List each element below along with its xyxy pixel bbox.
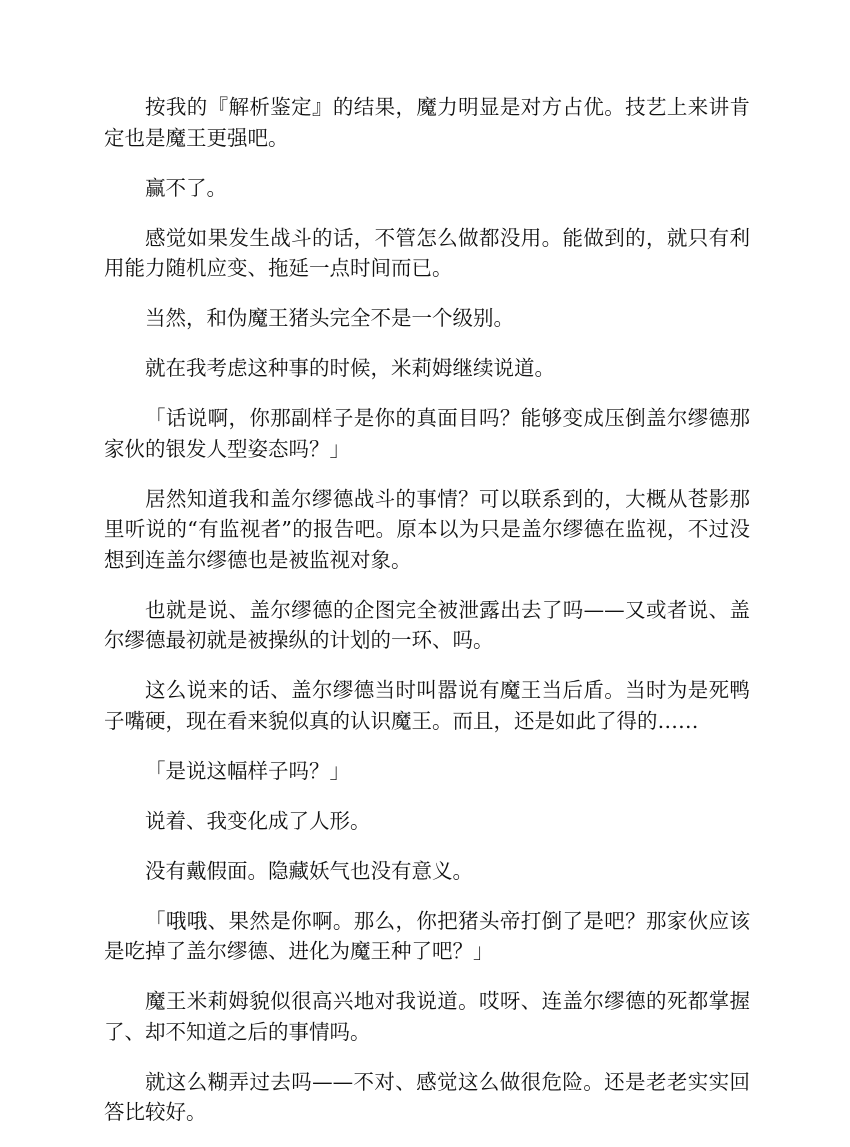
paragraph-14: 魔王米莉姆貌似很高兴地对我说道。哎呀、连盖尔缪德的死都掌握了、却不知道之后的事情吗。 xyxy=(104,989,750,1044)
paragraph-1: 按我的『解析鉴定』的结果，魔力明显是对方占优。技艺上来讲肯定也是魔王更强吧。 xyxy=(104,95,750,150)
paragraph-12: 没有戴假面。隐藏妖气也没有意义。 xyxy=(145,858,473,883)
paragraph-6: 「话说啊，你那副样子是你的真面目吗？能够变成压倒盖尔缪德那家伙的银发人型姿态吗？」 xyxy=(104,406,750,461)
paragraph-8: 也就是说、盖尔缪德的企图完全被泄露出去了吗——又或者说、盖尔缪德最初就是被操纵的计划的一环、吗。 xyxy=(104,597,750,652)
paragraph-15: 就这么糊弄过去吗——不对、感觉这么做很危险。还是老老实实回答比较好。 xyxy=(104,1069,750,1124)
paragraph-4: 当然，和伪魔王猪头完全不是一个级别。 xyxy=(145,306,514,330)
paragraph-3: 感觉如果发生战斗的话，不管怎么做都没用。能做到的，就只有利用能力随机应变、拖延一点时间而已。 xyxy=(104,225,750,280)
text-body xyxy=(104,92,750,1147)
paragraph-9: 这么说来的话、盖尔缪德当时叫嚣说有魔王当后盾。当时为是死鸭子嘴硬，现在看来貌似真的认识魔王。而且，还是如此了得的…… xyxy=(104,678,750,733)
paragraph-5: 就在我考虑这种事的时候，米莉姆继续说道。 xyxy=(145,356,555,380)
paragraph-11: 说着、我变化成了人形。 xyxy=(145,808,371,833)
paragraph-13: 「哦哦、果然是你啊。那么，你把猪头帝打倒了是吧？那家伙应该是吃掉了盖尔缪德、进化为魔王种了吧？」 xyxy=(104,908,750,963)
paragraph-7: 居然知道我和盖尔缪德战斗的事情？可以联系到的，大概从苍影那里听说的“有监视者”的报告吧。原本以为只是盖尔缪德在监视，不过没想到连盖尔缪德也是被监视对象。 xyxy=(104,486,750,572)
paragraph-10: 「是说这幅样子吗？」 xyxy=(145,758,350,783)
paragraph-2: 赢不了。 xyxy=(145,175,227,200)
